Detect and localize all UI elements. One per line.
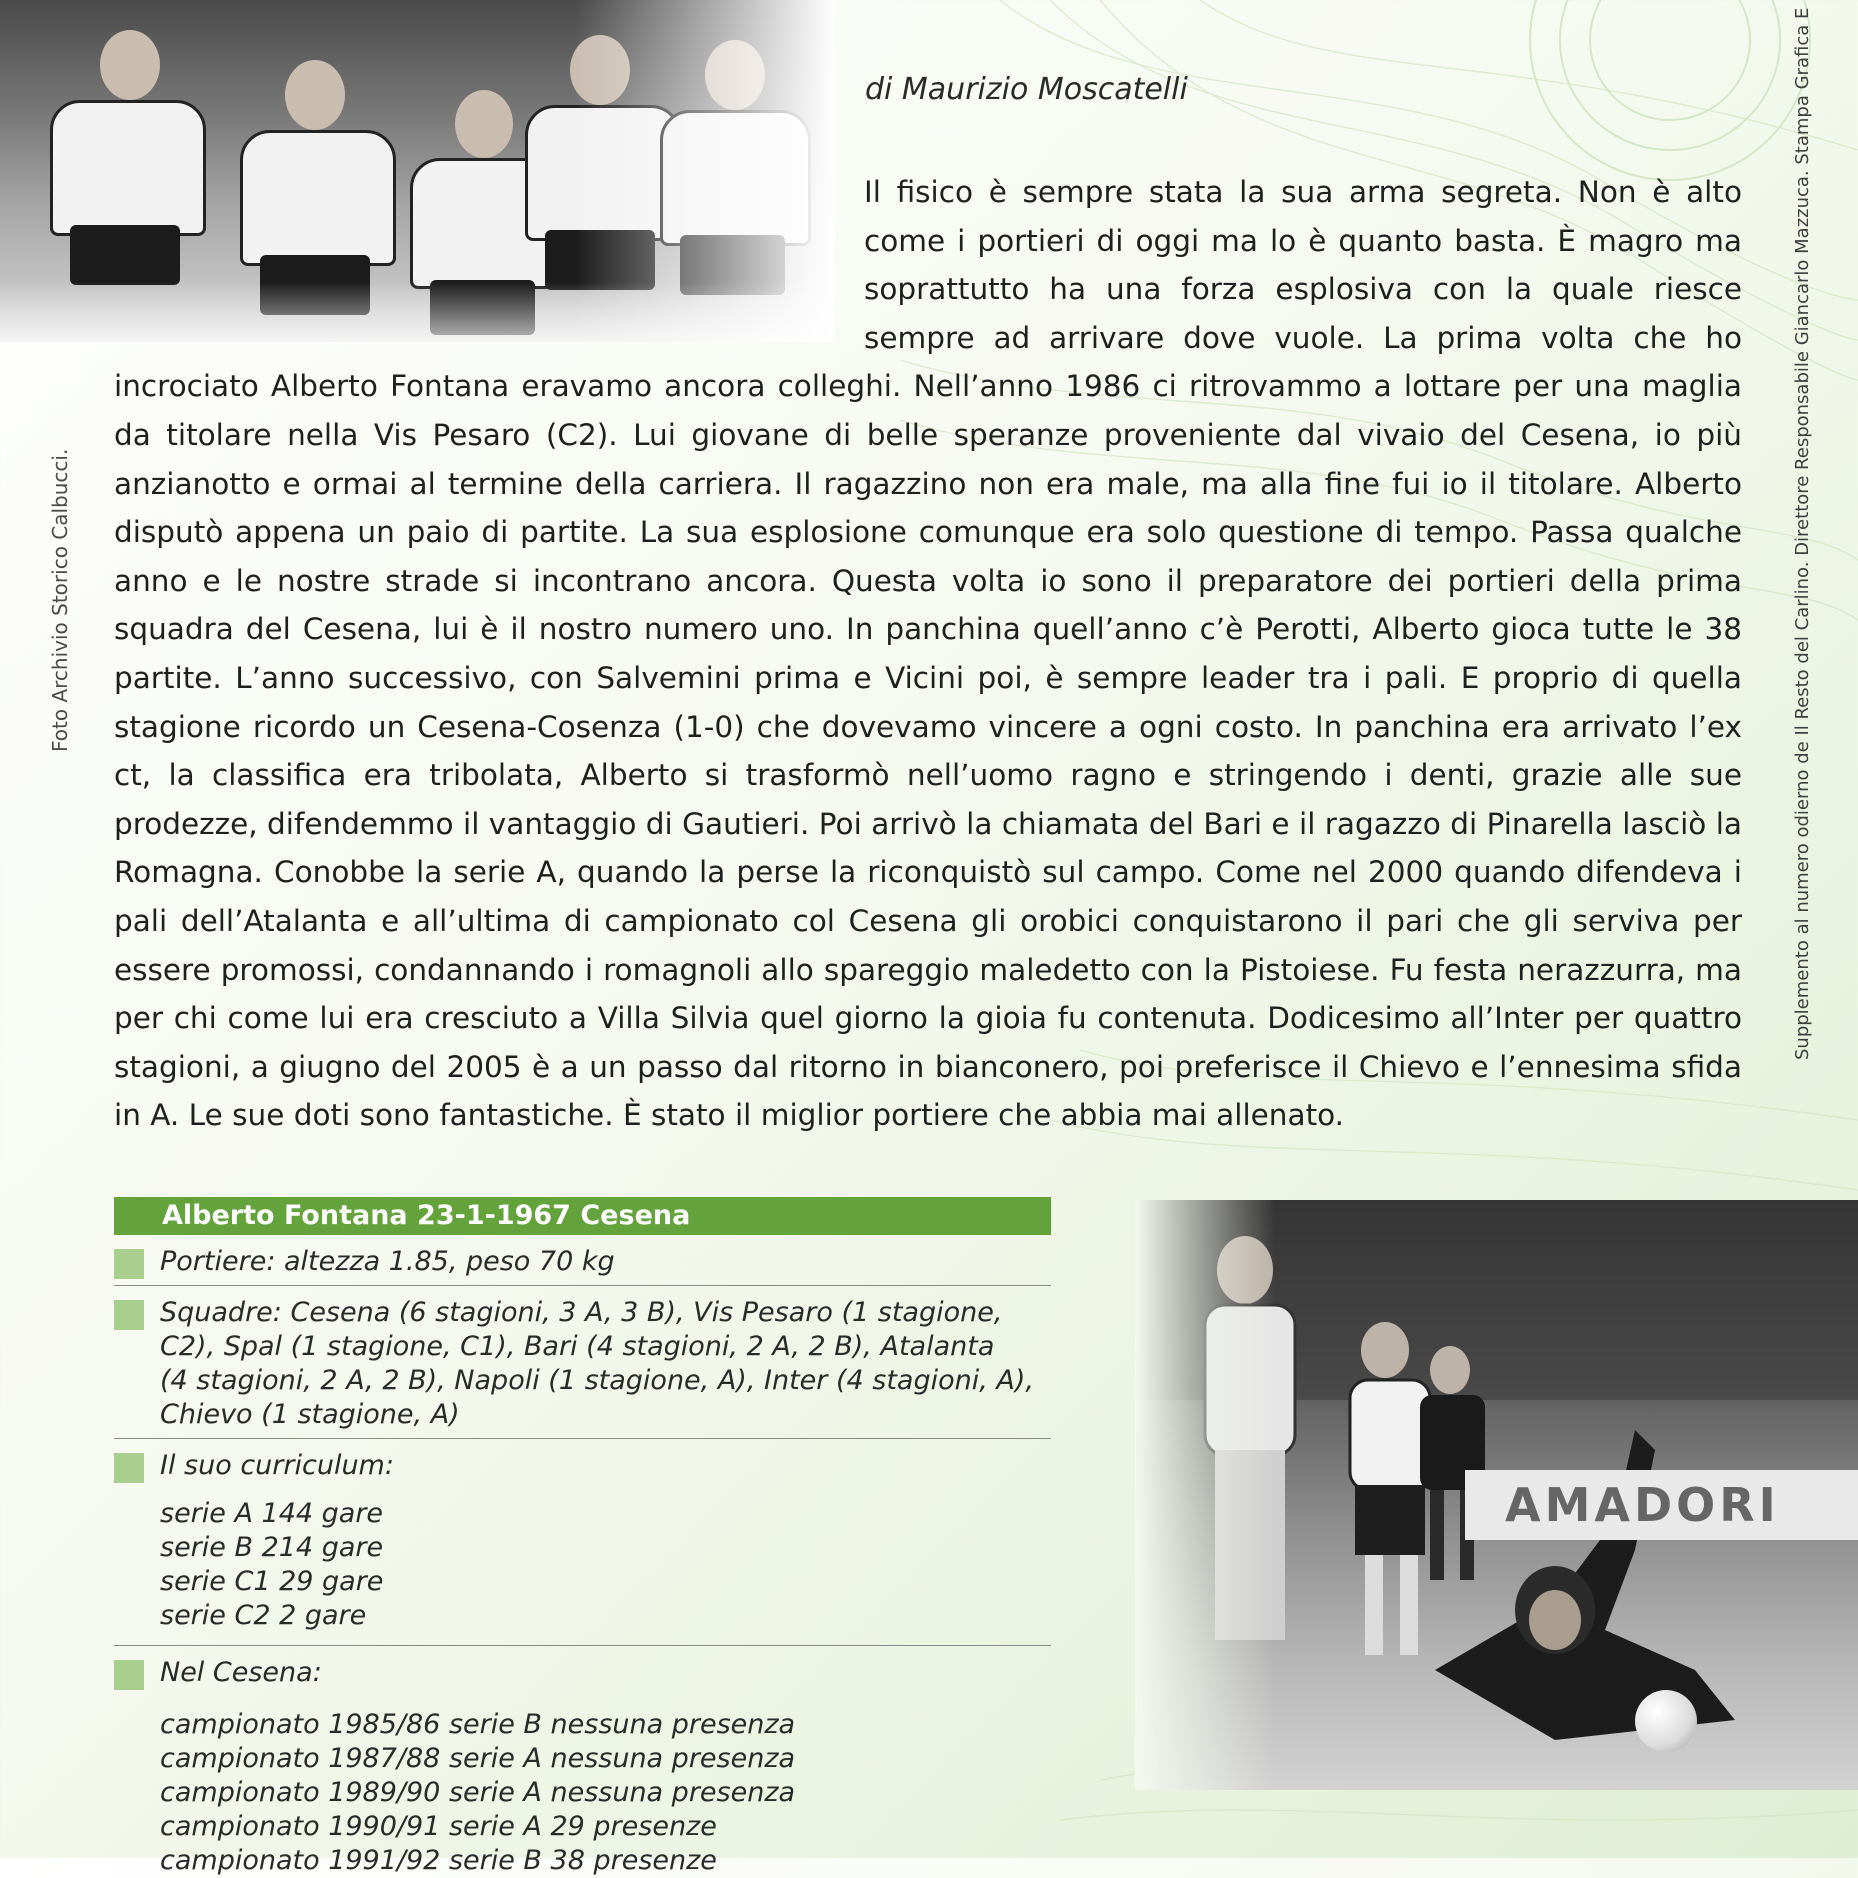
cesena-season: campionato 1985/86 serie B nessuna presenza [160, 1709, 796, 1740]
body-line: io più anzianotto e ormai al termine della carriera. Il ragazzino non era male, ma alla fine fui io il titolare. [114, 417, 1742, 501]
teams-text [160, 1296, 1051, 1432]
body-line: maglia da titolare nella Vis Pesaro (C2). Lui giovane di belle speranze proveniente dal vivaio del Cesena, [114, 369, 1742, 452]
cesena-season: campionato 1991/92 serie B 38 presenze [160, 1845, 717, 1876]
photo-wrap-spacer [114, 168, 864, 340]
body-line: costo. In panchina era arrivato l’ex ct, la classifica era tribolata, Alberto si trasformò nell’uomo ragno [114, 709, 1742, 793]
body-line: portieri della prima squadra del Cesena, lui è il nostro numero uno. In panchina quell’anno c’è Perotti, [114, 563, 1742, 647]
curriculum-item: serie C2 2 gare [160, 1600, 367, 1631]
football [1635, 1690, 1697, 1752]
cesena-season: campionato 1987/88 serie A nessuna presenza [160, 1743, 796, 1774]
body-line: spareggio maledetto con la Pistoiese. Fu festa nerazzurra, ma per chi come lui era cresciuto a Villa [114, 952, 1743, 1036]
curriculum-item: serie A 144 gare [160, 1498, 384, 1529]
cesena-season: campionato 1989/90 serie A nessuna presenza [160, 1777, 796, 1808]
byline: di Maurizio Moscatelli [865, 72, 1188, 107]
bullet-square-icon [114, 1660, 144, 1690]
body-line: ma soprattutto ha una forza esplosiva con la quale riesce [864, 223, 1742, 307]
body-line: gli orobici conquistarono il pari che gli serviva per essere promossi, condannando i romagnoli allo [114, 903, 1742, 987]
goalkeeper-action-photo [1135, 1200, 1858, 1790]
body-line: Alberto disputò appena un paio di partite. La sua esplosione comunque era solo questione di tempo. [114, 466, 1742, 550]
cesena-season: campionato 1990/91 serie A 29 presenze [160, 1811, 717, 1842]
body-line: incrociato Alberto Fontana eravamo ancora colleghi. Nell’anno 1986 ci ritrovammo a lottare per una [114, 369, 1642, 404]
body-line: del Bari e il ragazzo di Pinarella lasciò la Romagna. Conobbe la serie A, quando la perse la riconquistò [114, 806, 1742, 890]
bullet-square-icon [114, 1249, 144, 1279]
stat-cesena [114, 1646, 1051, 1878]
cesena-list [160, 1708, 1051, 1878]
cesena-label: Nel Cesena: [160, 1657, 322, 1688]
body-line: Alberto gioca tutte le 38 partite. L’anno successivo, con Salvemini prima e Vicini poi, è sempre leader [114, 612, 1742, 695]
body-line: come i portieri di oggi ma lo è quanto basta. È magro [864, 223, 1696, 258]
body-line: sul campo. Come nel 2000 quando difendeva i pali dell’Atalanta e all’ultima di campionato col Cesena [114, 855, 1742, 938]
stats-header: Alberto Fontana 23-1-1967 Cesena [114, 1197, 1051, 1235]
stat-curriculum [114, 1439, 1051, 1646]
bullet-square-icon [114, 1453, 144, 1483]
stat-role [114, 1235, 1051, 1286]
curriculum-label: Il suo curriculum: [160, 1450, 394, 1481]
role-text: Portiere: altezza 1.85, peso 70 kg [160, 1246, 615, 1277]
teams-line: C2), Spal (1 stagione, C1), Bari (4 stagioni, 2 A, 2 B), Atalanta [160, 1331, 995, 1362]
body-line: sempre ad arrivare dove vuole. La prima volta che ho [864, 320, 1742, 355]
teams-line: Squadre: Cesena (6 stagioni, 3 A, 3 B), Vis Pesaro (1 stagione, [160, 1297, 1003, 1328]
body-line: fantastiche. È stato il miglior portiere che abbia mai allenato. [439, 1098, 1345, 1133]
body-line: a un passo dal ritorno in bianconero, poi preferisce il Chievo e l’ennesima sfida in A. Le sue doti sono [114, 1049, 1742, 1133]
teams-line: (4 stagioni, 2 A, 2 B), Napoli (1 stagione, A), Inter (4 stagioni, A), [160, 1365, 1034, 1396]
teams-line: Chievo (1 stagione, A) [160, 1399, 460, 1430]
curriculum-item: serie C1 29 gare [160, 1566, 384, 1597]
curriculum-item: serie B 214 gare [160, 1532, 384, 1563]
article-body [114, 168, 1742, 1140]
curriculum-list [160, 1497, 1051, 1633]
player-stats-box [114, 1197, 1051, 1878]
body-line: Passa qualche anno e le nostre strade si incontrano ancora. Questa volta io sono il preparatore dei [114, 515, 1742, 598]
stadium-banner: AMADORI [1465, 1470, 1858, 1540]
body-line: Il fisico è sempre stata la sua arma segreta. Non è alto [864, 175, 1742, 209]
body-line: tra i pali. E proprio di quella stagione ricordo un Cesena-Cosenza (1-0) che dovevamo vincere a ogni [114, 660, 1742, 744]
stat-teams [114, 1286, 1051, 1439]
body-line: e stringendo i denti, grazie alle sue prodezze, difendemmo il vantaggio di Gautieri. Poi arrivò la chiamata [114, 758, 1742, 841]
body-line: Silvia quel giorno la gioia fu contenuta. Dodicesimo all’Inter per quattro stagioni, a giugno del 2005 è [114, 1001, 1742, 1084]
photo-credit: Foto Archivio Storico Calbucci. [48, 448, 72, 752]
bullet-square-icon [114, 1300, 144, 1330]
publication-credit: Supplemento al numero odierno de Il Resto del Carlino. Direttore Responsabile Giancarlo Mazzuca. Stampa Grafica E [1792, 7, 1813, 1060]
